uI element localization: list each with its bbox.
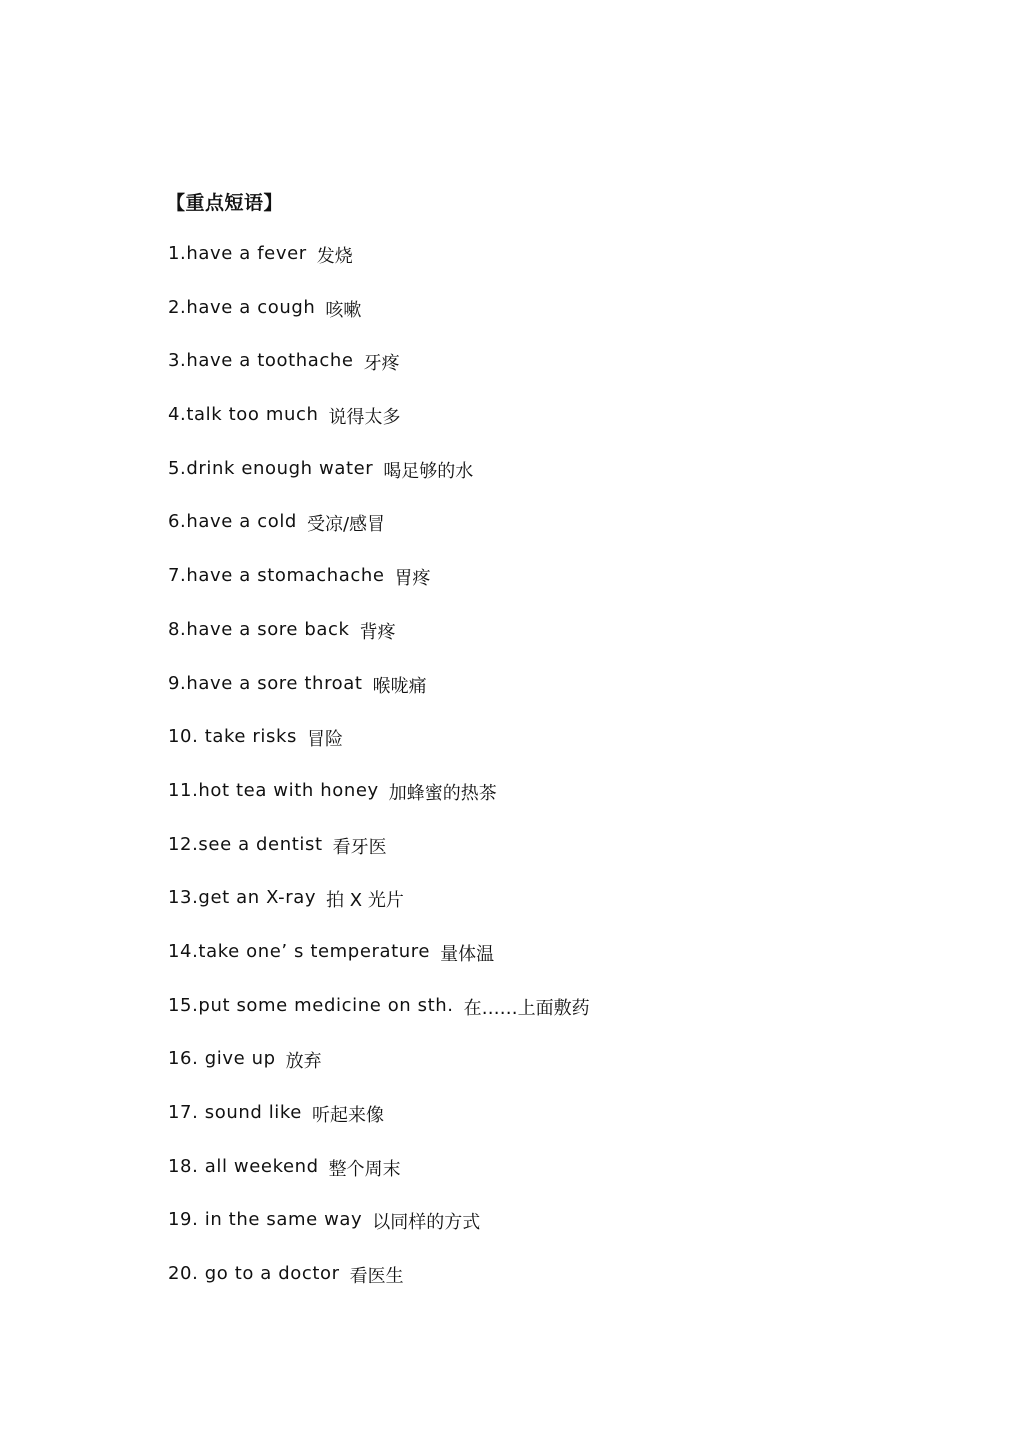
phrase-english: 9.have a sore throat [168, 672, 363, 694]
phrase-english: 17. sound like [168, 1102, 302, 1123]
phrase-english: 20. go to a doctor [168, 1263, 340, 1285]
phrase-english: 12.see a dentist [168, 833, 323, 855]
phrase-chinese: 受凉/感冒 [306, 514, 386, 536]
phrase-chinese: 放弃 [285, 1051, 322, 1073]
phrase-chinese: 喝足够的水 [383, 460, 474, 482]
phrase-english: 3.have a toothache [168, 350, 354, 372]
phrase-chinese: 说得太多 [328, 407, 401, 429]
phrase-item [168, 1260, 590, 1314]
phrase-item [168, 1153, 590, 1207]
phrase-english: 7.have a stomachache [168, 565, 385, 587]
phrase-item [168, 992, 590, 1046]
phrase-english: 19. in the same way [168, 1209, 363, 1231]
phrase-item [168, 884, 590, 938]
section-heading: 【重点短语】 [166, 192, 284, 214]
phrase-chinese: 牙疼 [363, 353, 400, 375]
phrase-item [168, 831, 590, 885]
phrase-english: 18. all weekend [168, 1155, 319, 1177]
phrase-chinese: 发烧 [316, 246, 353, 267]
phrase-chinese: 咳嗽 [325, 299, 362, 321]
phrase-english: 11.hot tea with honey [168, 779, 379, 801]
phrase-item [168, 294, 590, 348]
phrase-english: 14.take one’ s temperature [168, 940, 431, 962]
phrase-chinese: 胃疼 [394, 568, 431, 590]
phrase-item [168, 670, 590, 724]
phrase-english: 15.put some medicine on sth. [168, 994, 454, 1016]
phrase-english: 6.have a cold [168, 511, 297, 533]
phrase-item [168, 777, 590, 831]
phrase-english: 1.have a fever [168, 243, 307, 264]
phrase-item [168, 723, 590, 777]
phrase-item [168, 240, 590, 294]
phrase-item [168, 1206, 590, 1260]
phrase-item [168, 455, 590, 509]
phrase-item [168, 347, 590, 401]
phrase-item [168, 1045, 590, 1099]
phrase-chinese: 喉咙痛 [372, 675, 427, 697]
phrase-item [168, 938, 590, 992]
phrase-english: 10. take risks [168, 726, 297, 748]
phrase-item [168, 1099, 590, 1153]
phrase-chinese: 冒险 [307, 729, 343, 751]
phrase-chinese: 拍 X 光片 [326, 890, 404, 912]
phrase-list [168, 240, 590, 1314]
phrase-chinese: 整个周末 [328, 1158, 401, 1180]
phrase-english: 16. give up [168, 1048, 276, 1070]
phrase-english: 4.talk too much [168, 404, 319, 426]
phrase-chinese: 听起来像 [311, 1105, 384, 1126]
phrase-chinese: 背疼 [359, 621, 396, 643]
phrase-english: 8.have a sore back [168, 618, 350, 640]
phrase-english: 5.drink enough water [168, 457, 374, 479]
phrase-chinese: 看牙医 [332, 836, 387, 858]
phrase-item [168, 508, 590, 562]
phrase-item [168, 401, 590, 455]
phrase-item [168, 562, 590, 616]
phrase-chinese: 量体温 [440, 943, 495, 965]
phrase-chinese: 加蜂蜜的热茶 [388, 782, 497, 804]
phrase-english: 2.have a cough [168, 296, 316, 318]
phrase-item [168, 616, 590, 670]
phrase-chinese: 以同样的方式 [372, 1212, 481, 1234]
phrase-english: 13.get an X-ray [168, 887, 317, 909]
phrase-chinese: 看医生 [349, 1266, 404, 1288]
phrase-chinese: 在……上面敷药 [463, 997, 590, 1019]
